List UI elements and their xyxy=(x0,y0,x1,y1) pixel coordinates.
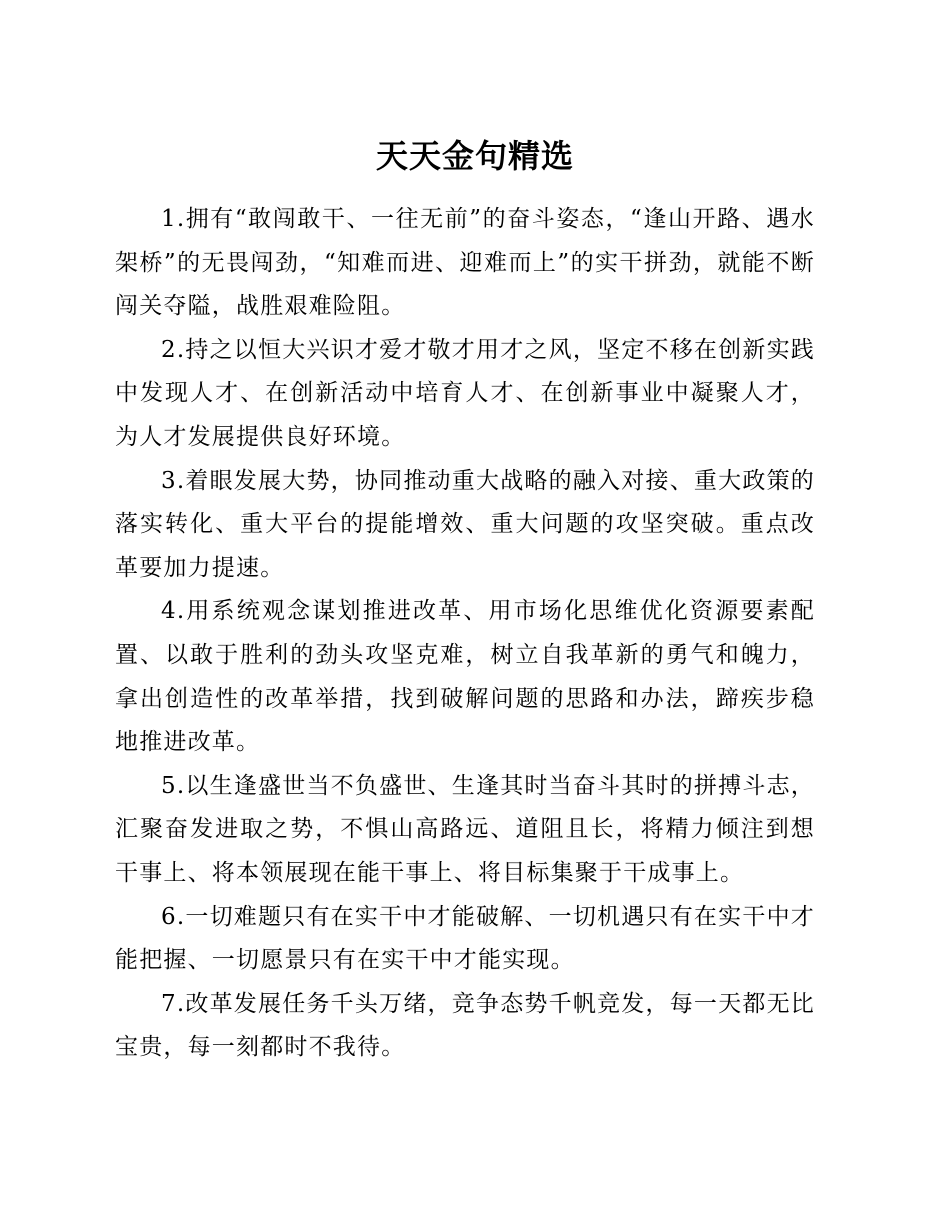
paragraph-5: 5.以生逢盛世当不负盛世、生逢其时当奋斗其时的拼搏斗志，汇聚奋发进取之势，不惧山高路远、道阻且长，将精力倾注到想干事上、将本领展现在能干事上、将目标集聚于干成事上。 xyxy=(115,772,815,886)
page-title: 天天金句精选 xyxy=(375,137,574,175)
paragraph-4: 4.用系统观念谋划推进改革、用市场化思维优化资源要素配置、以敢于胜利的劲头攻坚克难，树立自我革新的勇气和魄力，拿出创造性的改革举措，找到破解问题的思路和办法，蹄疾步稳地推进改革。 xyxy=(115,598,815,756)
paragraph-3: 3.着眼发展大势，协同推动重大战略的融入对接、重大政策的落实转化、重大平台的提能增效、重大问题的攻坚突破。重点改革要加力提速。 xyxy=(115,467,815,581)
paragraph-7: 7.改革发展任务千头万绪，竞争态势千帆竞发，每一天都无比宝贵，每一刻都时不我待。 xyxy=(115,990,815,1061)
paragraph-6: 6.一切难题只有在实干中才能破解、一切机遇只有在实干中才能把握、一切愿景只有在实干中才能实现。 xyxy=(115,903,815,974)
paragraph-1: 1.拥有“敢闯敢干、一往无前”的奋斗姿态，“逢山开路、遇水架桥”的无畏闯劲，“知难而进、迎难而上”的实干拼劲，就能不断闯关夺隘，战胜艰难险阻。 xyxy=(115,206,815,320)
document-body xyxy=(115,198,815,1070)
paragraph-2: 2.持之以恒大兴识才爱才敬才用才之风，坚定不移在创新实践中发现人才、在创新活动中培育人才、在创新事业中凝聚人才，为人才发展提供良好环境。 xyxy=(115,336,815,450)
